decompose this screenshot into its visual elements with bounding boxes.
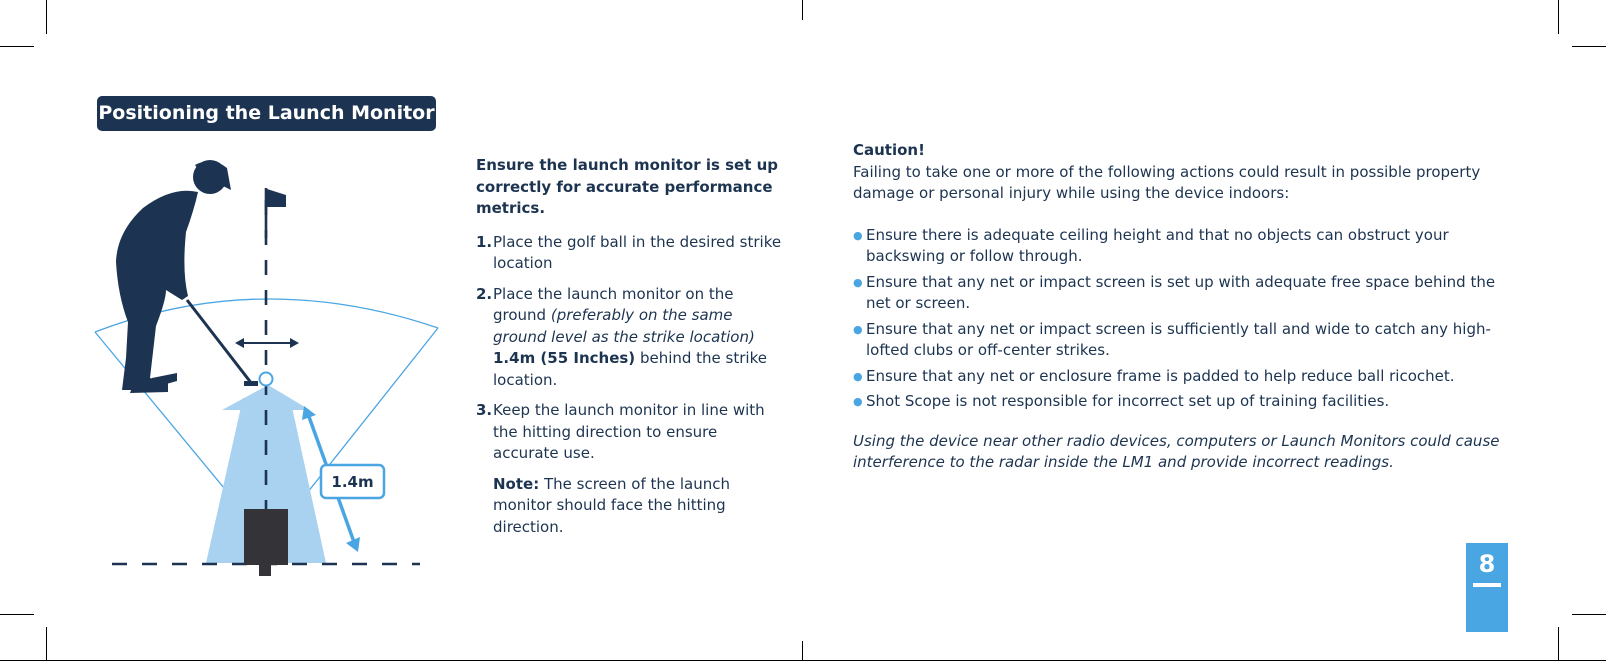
crop-mark [802, 641, 803, 661]
instructions-column [476, 155, 786, 538]
crop-mark [1572, 614, 1606, 615]
list-item-text: Ensure that any net or impact screen is set up with adequate free space behind the net or screen. [866, 272, 1496, 312]
step-2 [476, 284, 786, 392]
step-text: Keep the launch monitor in line with the hitting direction to ensure accurate use. [493, 401, 765, 462]
golf-ball [260, 373, 273, 386]
page-title: Positioning the Launch Monitor [97, 96, 436, 131]
page-number-bar [1473, 583, 1501, 587]
crop-mark [1558, 627, 1559, 661]
page-number: 8 [1478, 550, 1496, 578]
caution-section [853, 140, 1513, 474]
list-item [853, 319, 1513, 362]
note [493, 474, 786, 539]
arrow-left-head [235, 338, 244, 348]
step-text-part: behind the strike location. [493, 349, 767, 389]
device-stand [259, 545, 271, 576]
list-item-text: Ensure there is adequate ceiling height and that no objects can obstruct your backswing or follow through. [866, 225, 1449, 265]
crop-mark [1558, 0, 1559, 34]
intro-text: Ensure the launch monitor is set up correctly for accurate performance metrics. [476, 156, 779, 217]
club-head [244, 381, 258, 386]
step-text-part: Place the launch monitor on the ground [493, 284, 734, 324]
bullet-icon: ● [853, 369, 863, 383]
list-item-text: Ensure that any net or impact screen is sufficiently tall and wide to catch any high-lofted clubs or off-center strikes. [866, 319, 1491, 359]
list-item-text: Ensure that any net or enclosure frame is padded to help reduce ball ricochet. [866, 366, 1455, 385]
caution-list [853, 225, 1513, 413]
crop-mark [802, 0, 803, 20]
list-item-text: Shot Scope is not responsible for incorrect set up of training facilities. [866, 392, 1390, 410]
bullet-icon: ● [853, 275, 863, 289]
step-text: Place the golf ball in the desired strike location [493, 232, 782, 272]
bullet-icon: ● [853, 228, 863, 242]
step-text [493, 284, 786, 392]
bullet-icon: ● [853, 322, 863, 336]
arrow-right-head [290, 338, 299, 348]
list-item [853, 272, 1513, 315]
list-item [853, 225, 1513, 268]
caution-intro: Failing to take one or more of the following actions could result in possible property damage or personal injury while using the device indoors: [853, 162, 1481, 202]
interference-warning: Using the device near other radio devices, computers or Launch Monitors could cause interference to the radar inside the LM1 and provide incorrect readings. [853, 431, 1500, 471]
step-1 [476, 232, 786, 275]
list-item [853, 366, 1513, 388]
step-number: 1. [476, 232, 493, 251]
step-text-bold: 1.4m (55 Inches) [493, 349, 636, 367]
distance-label: 1.4m [331, 473, 374, 491]
step-number: 3. [476, 401, 493, 419]
note-label: Note: [493, 474, 540, 493]
golfer-silhouette [116, 160, 231, 393]
step-3 [476, 400, 786, 465]
list-item [853, 391, 1513, 413]
flag-icon [267, 189, 286, 207]
page-number-tab [1466, 543, 1508, 632]
note-text: The screen of the launch monitor should face the hitting direction. [493, 474, 731, 536]
crop-mark [1572, 46, 1606, 47]
step-text-italic: (preferably on the same ground level as the strike location) [493, 306, 755, 346]
bullet-icon: ● [853, 395, 863, 408]
step-number: 2. [476, 284, 493, 303]
caution-title: Caution! [853, 141, 925, 159]
